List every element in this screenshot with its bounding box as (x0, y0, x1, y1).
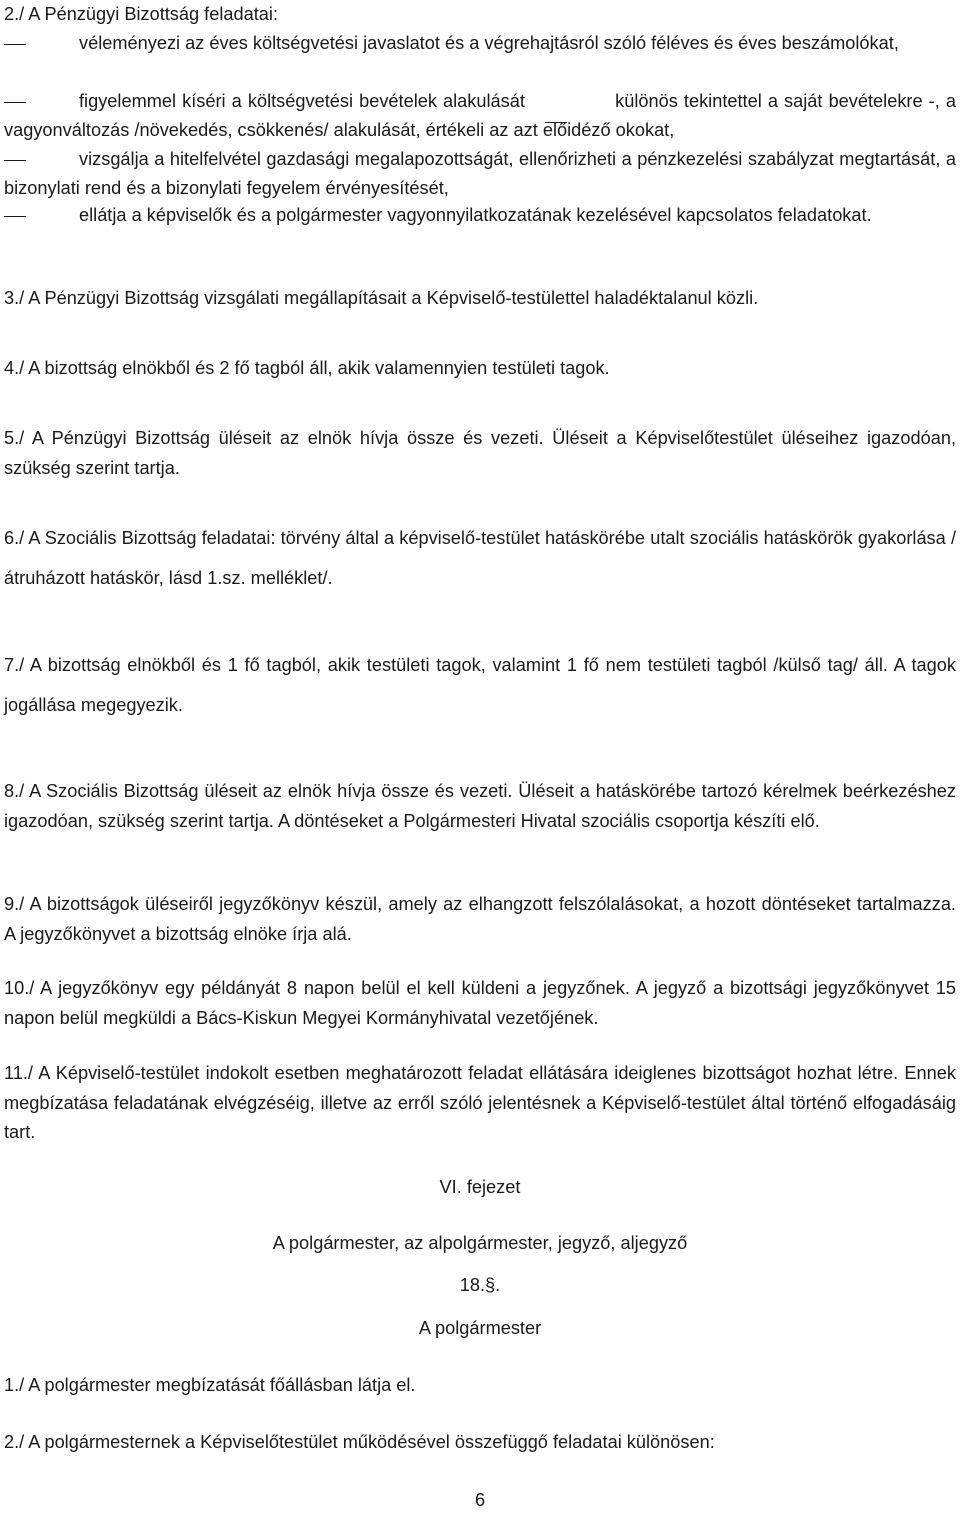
chapter-paragraph-2: 2./ A polgármesternek a Képviselőtestület működésével összefüggő feladatai különösen: (4, 1432, 715, 1452)
bullet-2-tail: különös tekintettel a saját (615, 91, 823, 111)
paragraph-9: 9./ A bizottságok üléseiről jegyzőkönyv készül, amely az elhangzott felszólalásokat, a hozott döntéseket tartalmazza. A jegyzőkönyvet a bizottság elnöke írja alá. (4, 894, 956, 944)
bullet-item-2 (4, 87, 956, 145)
bullet-2-rest: bevételekre -, a vagyonváltozás /növekedés, csökkenés/ alakulását, értékeli az azt előidéző okokat, (4, 91, 956, 140)
bullet-item-3: vizsgálja a hitelfelvétel gazdasági megalapozottságát, ellenőrizheti a pénzkezelési szabályzat megtartását, a bizonylati rend és a bizonylati fegyelem érvényesítését, (4, 149, 956, 198)
bullet-item-4: ellátja a képviselők és a polgármester vagyonnyilatkozatának kezelésével kapcsolatos feladatokat. (79, 205, 872, 225)
chapter-heading: VI. fejezet (439, 1177, 521, 1197)
paragraph-4: 4./ A bizottság elnökből és 2 fő tagból áll, akik valamennyien testületi tagok. (4, 358, 610, 378)
paragraph-5: 5./ A Pénzügyi Bizottság üléseit az elnök hívja össze és vezeti. Üléseit a Képviselőtestület üléseihez igazodóan, szükség szerint tartja. (4, 428, 956, 478)
chapter-subheading: A polgármester, az alpolgármester, jegyző, aljegyző (272, 1233, 688, 1253)
section-number: 18.§. (459, 1275, 501, 1295)
paragraph-10: 10./ A jegyzőkönyv egy példányát 8 napon belül el kell küldeni a jegyzőnek. A jegyző a bizottsági jegyzőkönyvet 15 napon belül megküldi a Bács-Kiskun Megyei Kormányhivatal vezetőjének. (4, 978, 956, 1028)
bullet-item-1: véleményezi az éves költségvetési javaslatot és a végrehajtásról szóló féléves és éves beszámolókat, (79, 33, 899, 53)
chapter-paragraph-1: 1./ A polgármester megbízatását főállásban látja el. (4, 1375, 416, 1395)
bullet-2-text: figyelemmel kíséri a költségvetési bevételek alakulását (79, 91, 525, 111)
page-number: 6 (474, 1490, 486, 1510)
paragraph-3: 3./ A Pénzügyi Bizottság vizsgálati megállapításait a Képviselő-testülettel haladéktalanul közli. (4, 288, 759, 308)
paragraph-6: 6./ A Szociális Bizottság feladatai: törvény által a képviselő-testület hatáskörébe utalt szociális hatáskörök gyakorlása / átruházott hatáskör, lásd 1.sz. melléklet/. (4, 528, 956, 588)
section-2-title: 2./ A Pénzügyi Bizottság feladatai: (4, 4, 279, 24)
section-title: A polgármester (418, 1318, 542, 1338)
paragraph-8: 8./ A Szociális Bizottság üléseit az elnök hívja össze és vezeti. Üléseit a hatáskörébe tartozó kérelmek beérkezéshez igazodóan, szükség szerint tartja. A döntéseket a Polgármesteri Hivatal szociális csoportja készíti elő. (4, 781, 956, 831)
paragraph-7: 7./ A bizottság elnökből és 1 fő tagból, akik testületi tagok, valamint 1 fő nem testületi tagból /külső tag/ áll. A tagok jogállása megegyezik. (4, 655, 956, 715)
paragraph-11: 11./ A Képviselő-testület indokolt esetben meghatározott feladat ellátására ideiglenes bizottságot hozhat létre. Ennek megbízatása feladatának elvégzéséig, illetve az erről szóló jelentésnek a Képviselő-testület által történő elfogadásáig tart. (4, 1063, 956, 1142)
